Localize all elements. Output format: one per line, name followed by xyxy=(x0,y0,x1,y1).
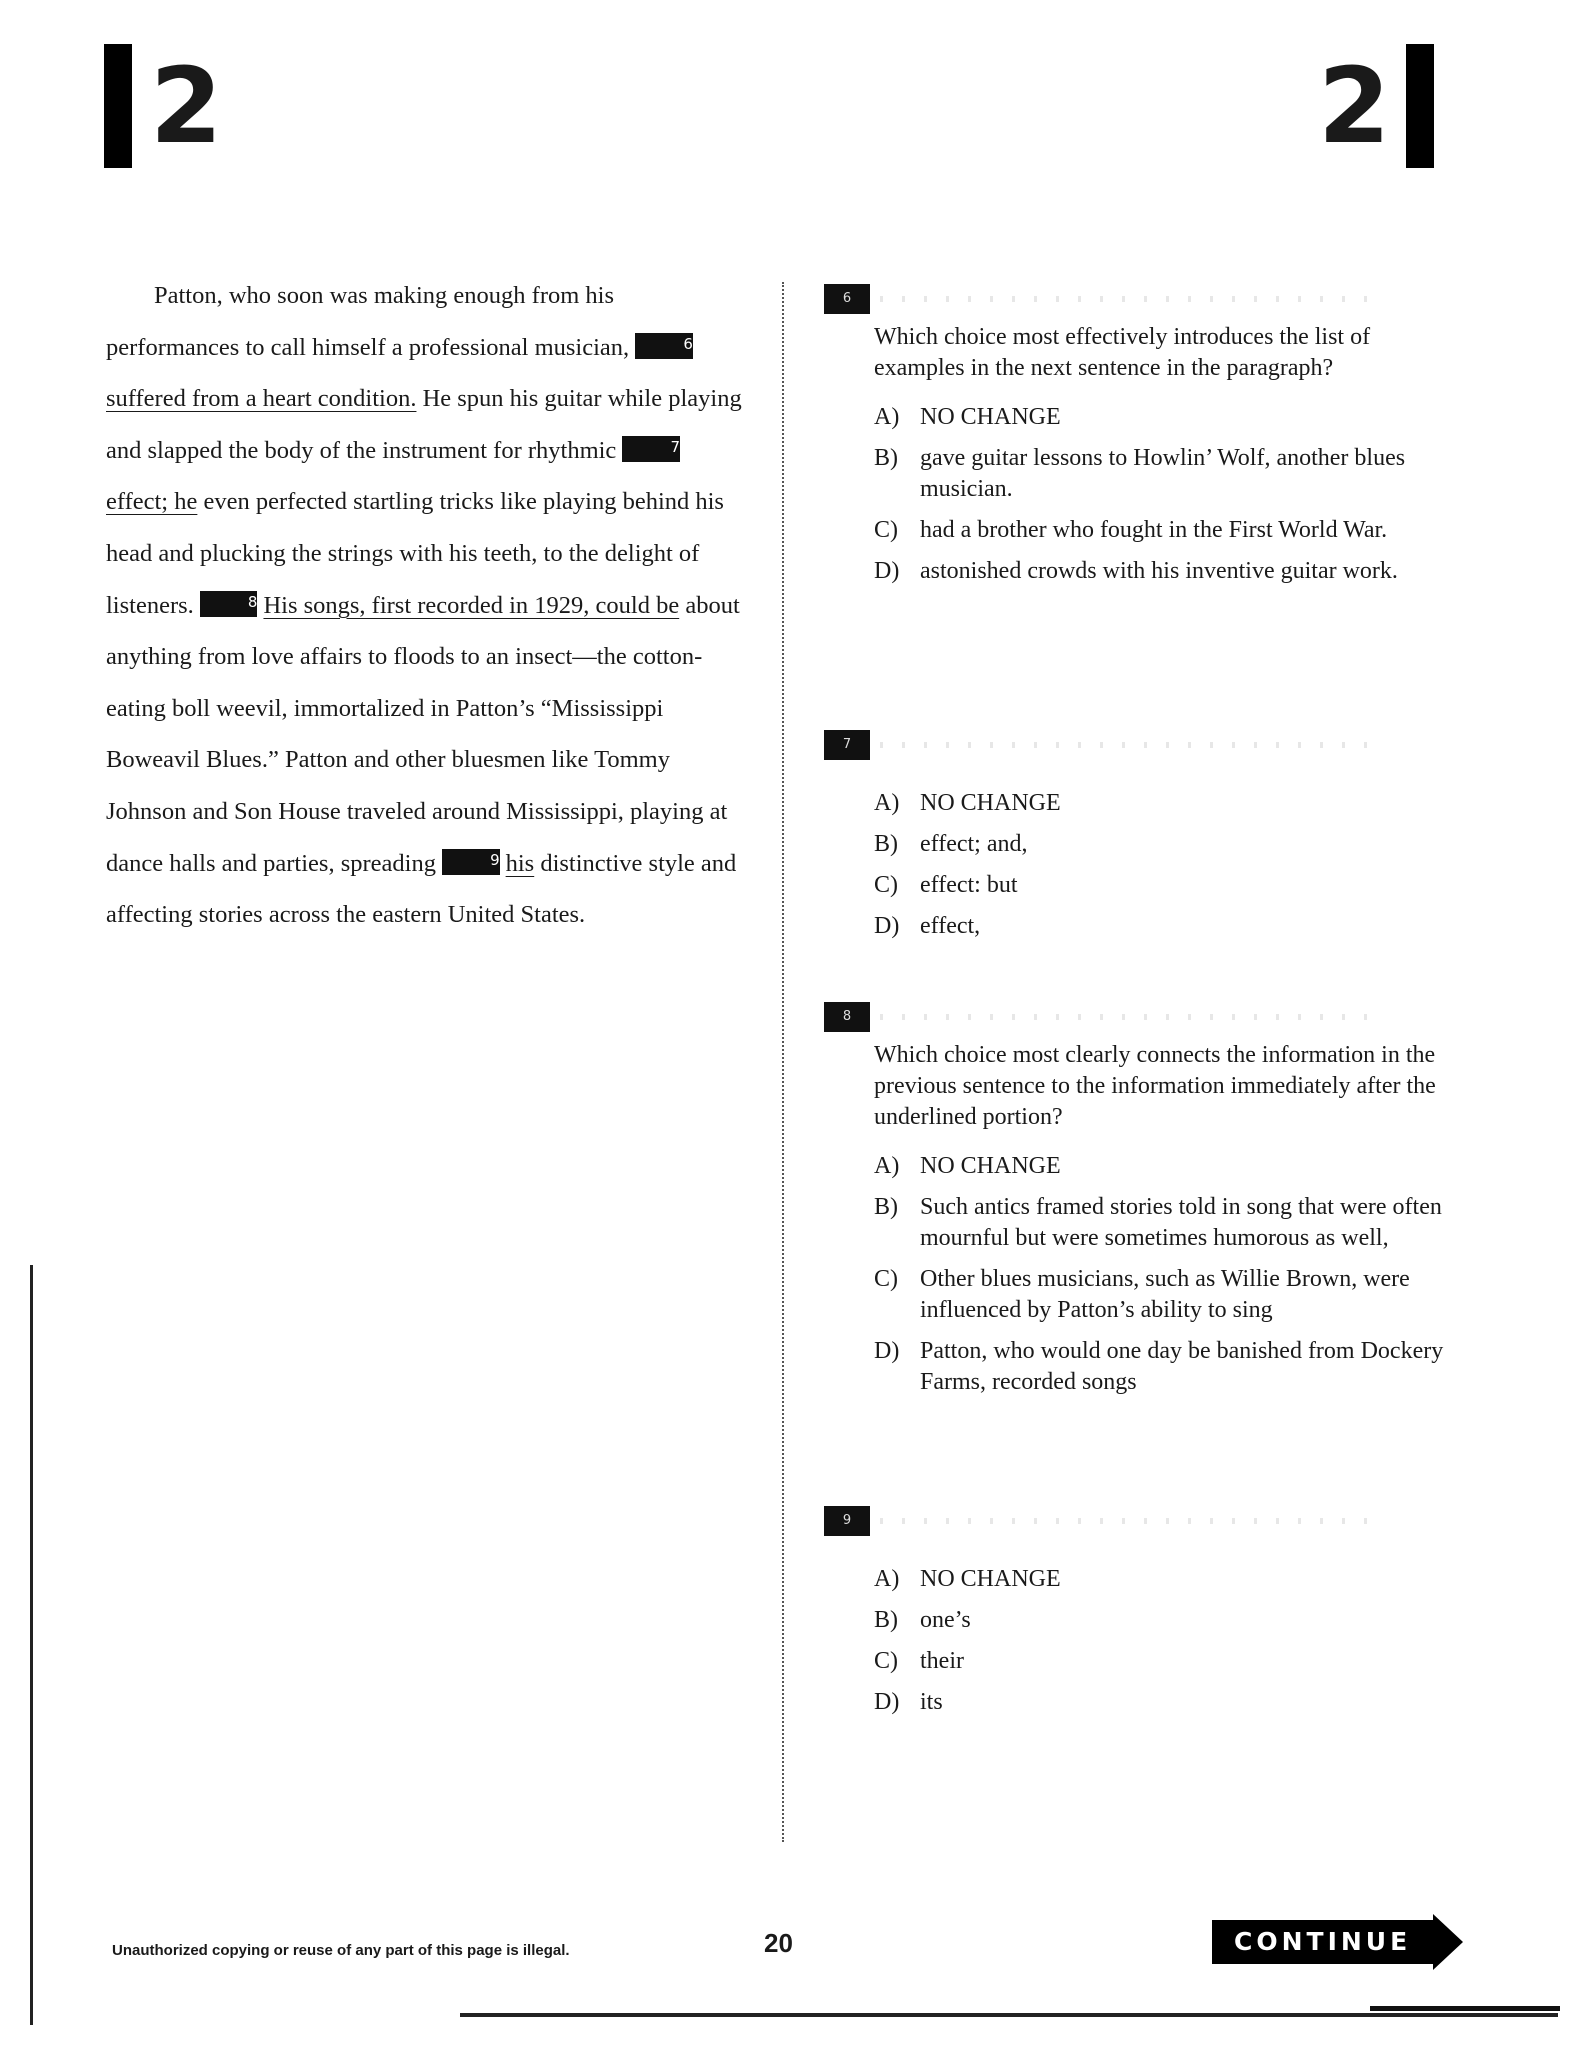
question-prompt: Which choice most effectively introduces the list of examples in the next sentence in the paragraph? xyxy=(874,324,1371,381)
answer-option[interactable] xyxy=(874,1336,1444,1398)
answer-option[interactable] xyxy=(874,1646,1444,1677)
page-number: 20 xyxy=(764,1928,793,1958)
answer-options xyxy=(874,402,1444,587)
answer-option[interactable] xyxy=(874,829,1444,860)
option-text: had a brother who fought in the First World War. xyxy=(920,517,1388,543)
option-letter: B) xyxy=(874,445,898,471)
question-number-box: 6 xyxy=(824,284,870,314)
option-letter: C) xyxy=(874,1648,898,1674)
question-header xyxy=(824,284,1444,318)
continue-button[interactable] xyxy=(1212,1916,1463,1968)
answer-option[interactable] xyxy=(874,1151,1444,1182)
copyright-notice: Unauthorized copying or reuse of any part of this page is illegal. xyxy=(112,1942,570,1959)
section-number: 2 xyxy=(150,45,223,167)
answer-option[interactable] xyxy=(874,788,1444,819)
question-number-box: 8 xyxy=(824,1002,870,1032)
option-letter: D) xyxy=(874,1338,900,1364)
question-8 xyxy=(824,1002,1444,1408)
answer-option[interactable] xyxy=(874,870,1444,901)
passage-text: Patton, who soon was making enough from his performances to call himself a professional musician, xyxy=(106,282,636,361)
underlined-portion: His songs, first recorded in 1929, could be xyxy=(263,591,680,619)
question-9 xyxy=(824,1506,1444,1728)
faded-scan-text xyxy=(880,296,1380,302)
option-text: effect, xyxy=(920,913,981,939)
section-bar xyxy=(104,44,132,168)
option-letter: D) xyxy=(874,558,900,584)
option-text: gave guitar lessons to Howlin’ Wolf, another blues musician. xyxy=(920,445,1406,502)
faded-scan-text xyxy=(880,742,1380,748)
answer-option[interactable] xyxy=(874,443,1444,505)
continue-label: CONTINUE xyxy=(1212,1920,1433,1964)
option-letter: D) xyxy=(874,913,900,939)
option-letter: A) xyxy=(874,404,900,430)
question-number-box: 6 xyxy=(635,333,693,359)
passage-paragraph xyxy=(106,270,746,941)
reading-passage xyxy=(106,270,746,941)
answer-option[interactable] xyxy=(874,911,1444,942)
scan-artifact-line xyxy=(460,2013,1558,2017)
option-text: NO CHANGE xyxy=(920,1566,1061,1592)
scan-artifact-line xyxy=(30,1265,33,2025)
option-letter: B) xyxy=(874,831,898,857)
option-text: astonished crowds with his inventive guitar work. xyxy=(920,558,1398,584)
answer-option[interactable] xyxy=(874,1564,1444,1595)
answer-option[interactable] xyxy=(874,556,1444,587)
faded-scan-text xyxy=(880,1014,1380,1020)
section-marker-left xyxy=(104,44,222,168)
question-number-box: 7 xyxy=(824,730,870,760)
option-text: their xyxy=(920,1648,964,1674)
question-7 xyxy=(824,730,1444,952)
option-letter: C) xyxy=(874,872,898,898)
underlined-portion: his xyxy=(505,849,535,877)
option-text: effect: but xyxy=(920,872,1018,898)
option-text: Such antics framed stories told in song that were often mournful but were sometimes humorous as well, xyxy=(920,1194,1442,1251)
underlined-portion: suffered from a heart condition. xyxy=(106,385,417,413)
option-letter: D) xyxy=(874,1689,900,1715)
passage-text: about anything from love affairs to floods to an insect—the cotton-eating boll weevil, immortalized in Patton’s “Mississippi Boweavil Blues.” Patton and other bluesmen like Tommy Johnson and Son House traveled around Mississippi, playing at dance halls and parties, spreading xyxy=(106,591,740,877)
question-prompt: Which choice most clearly connects the information in the previous sentence to the information immediately after the underlined portion? xyxy=(874,1042,1436,1130)
option-text: NO CHANGE xyxy=(920,404,1061,430)
answer-options xyxy=(874,1151,1444,1398)
passage-text: He spun his guitar while playing and slapped the body of the instrument for rhythmic xyxy=(106,385,742,464)
passage-text: distinctive style and affecting stories across the eastern United States. xyxy=(106,849,737,929)
option-letter: C) xyxy=(874,517,898,543)
option-letter: B) xyxy=(874,1607,898,1633)
option-text: one’s xyxy=(920,1607,971,1633)
question-number-box: 7 xyxy=(622,436,680,462)
option-text: NO CHANGE xyxy=(920,1153,1061,1179)
option-text: NO CHANGE xyxy=(920,790,1061,816)
question-number-box: 8 xyxy=(200,591,258,617)
question-header xyxy=(824,730,1444,764)
answer-option[interactable] xyxy=(874,1605,1444,1636)
section-number: 2 xyxy=(1318,45,1391,167)
option-text: Other blues musicians, such as Willie Brown, were influenced by Patton’s ability to sing xyxy=(920,1266,1410,1323)
answer-option[interactable] xyxy=(874,515,1444,546)
question-number-box: 9 xyxy=(824,1506,870,1536)
option-letter: B) xyxy=(874,1194,898,1220)
option-text: Patton, who would one day be banished from Dockery Farms, recorded songs xyxy=(920,1338,1444,1395)
option-text: effect; and, xyxy=(920,831,1028,857)
question-6 xyxy=(824,284,1444,597)
scan-artifact-line xyxy=(1370,2006,1560,2011)
answer-option[interactable] xyxy=(874,1687,1444,1718)
question-number-box: 9 xyxy=(442,849,500,875)
answer-option[interactable] xyxy=(874,1264,1444,1326)
option-letter: A) xyxy=(874,1153,900,1179)
option-letter: C) xyxy=(874,1266,898,1292)
option-text: its xyxy=(920,1689,943,1715)
underlined-portion: effect; he xyxy=(106,488,198,516)
option-letter: A) xyxy=(874,790,900,816)
question-header xyxy=(824,1506,1444,1540)
answer-options xyxy=(874,788,1444,942)
section-bar xyxy=(1406,44,1434,168)
faded-scan-text xyxy=(880,1518,1380,1524)
column-divider xyxy=(782,282,784,1842)
answer-options xyxy=(874,1564,1444,1718)
option-letter: A) xyxy=(874,1566,900,1592)
answer-option[interactable] xyxy=(874,1192,1444,1254)
arrow-right-icon xyxy=(1433,1914,1463,1970)
answer-option[interactable] xyxy=(874,402,1444,433)
passage-text: even perfected startling tricks like playing behind his head and plucking the strings with his teeth, to the delight of listeners. xyxy=(106,488,724,619)
question-header xyxy=(824,1002,1444,1036)
section-marker-right xyxy=(1318,44,1434,168)
